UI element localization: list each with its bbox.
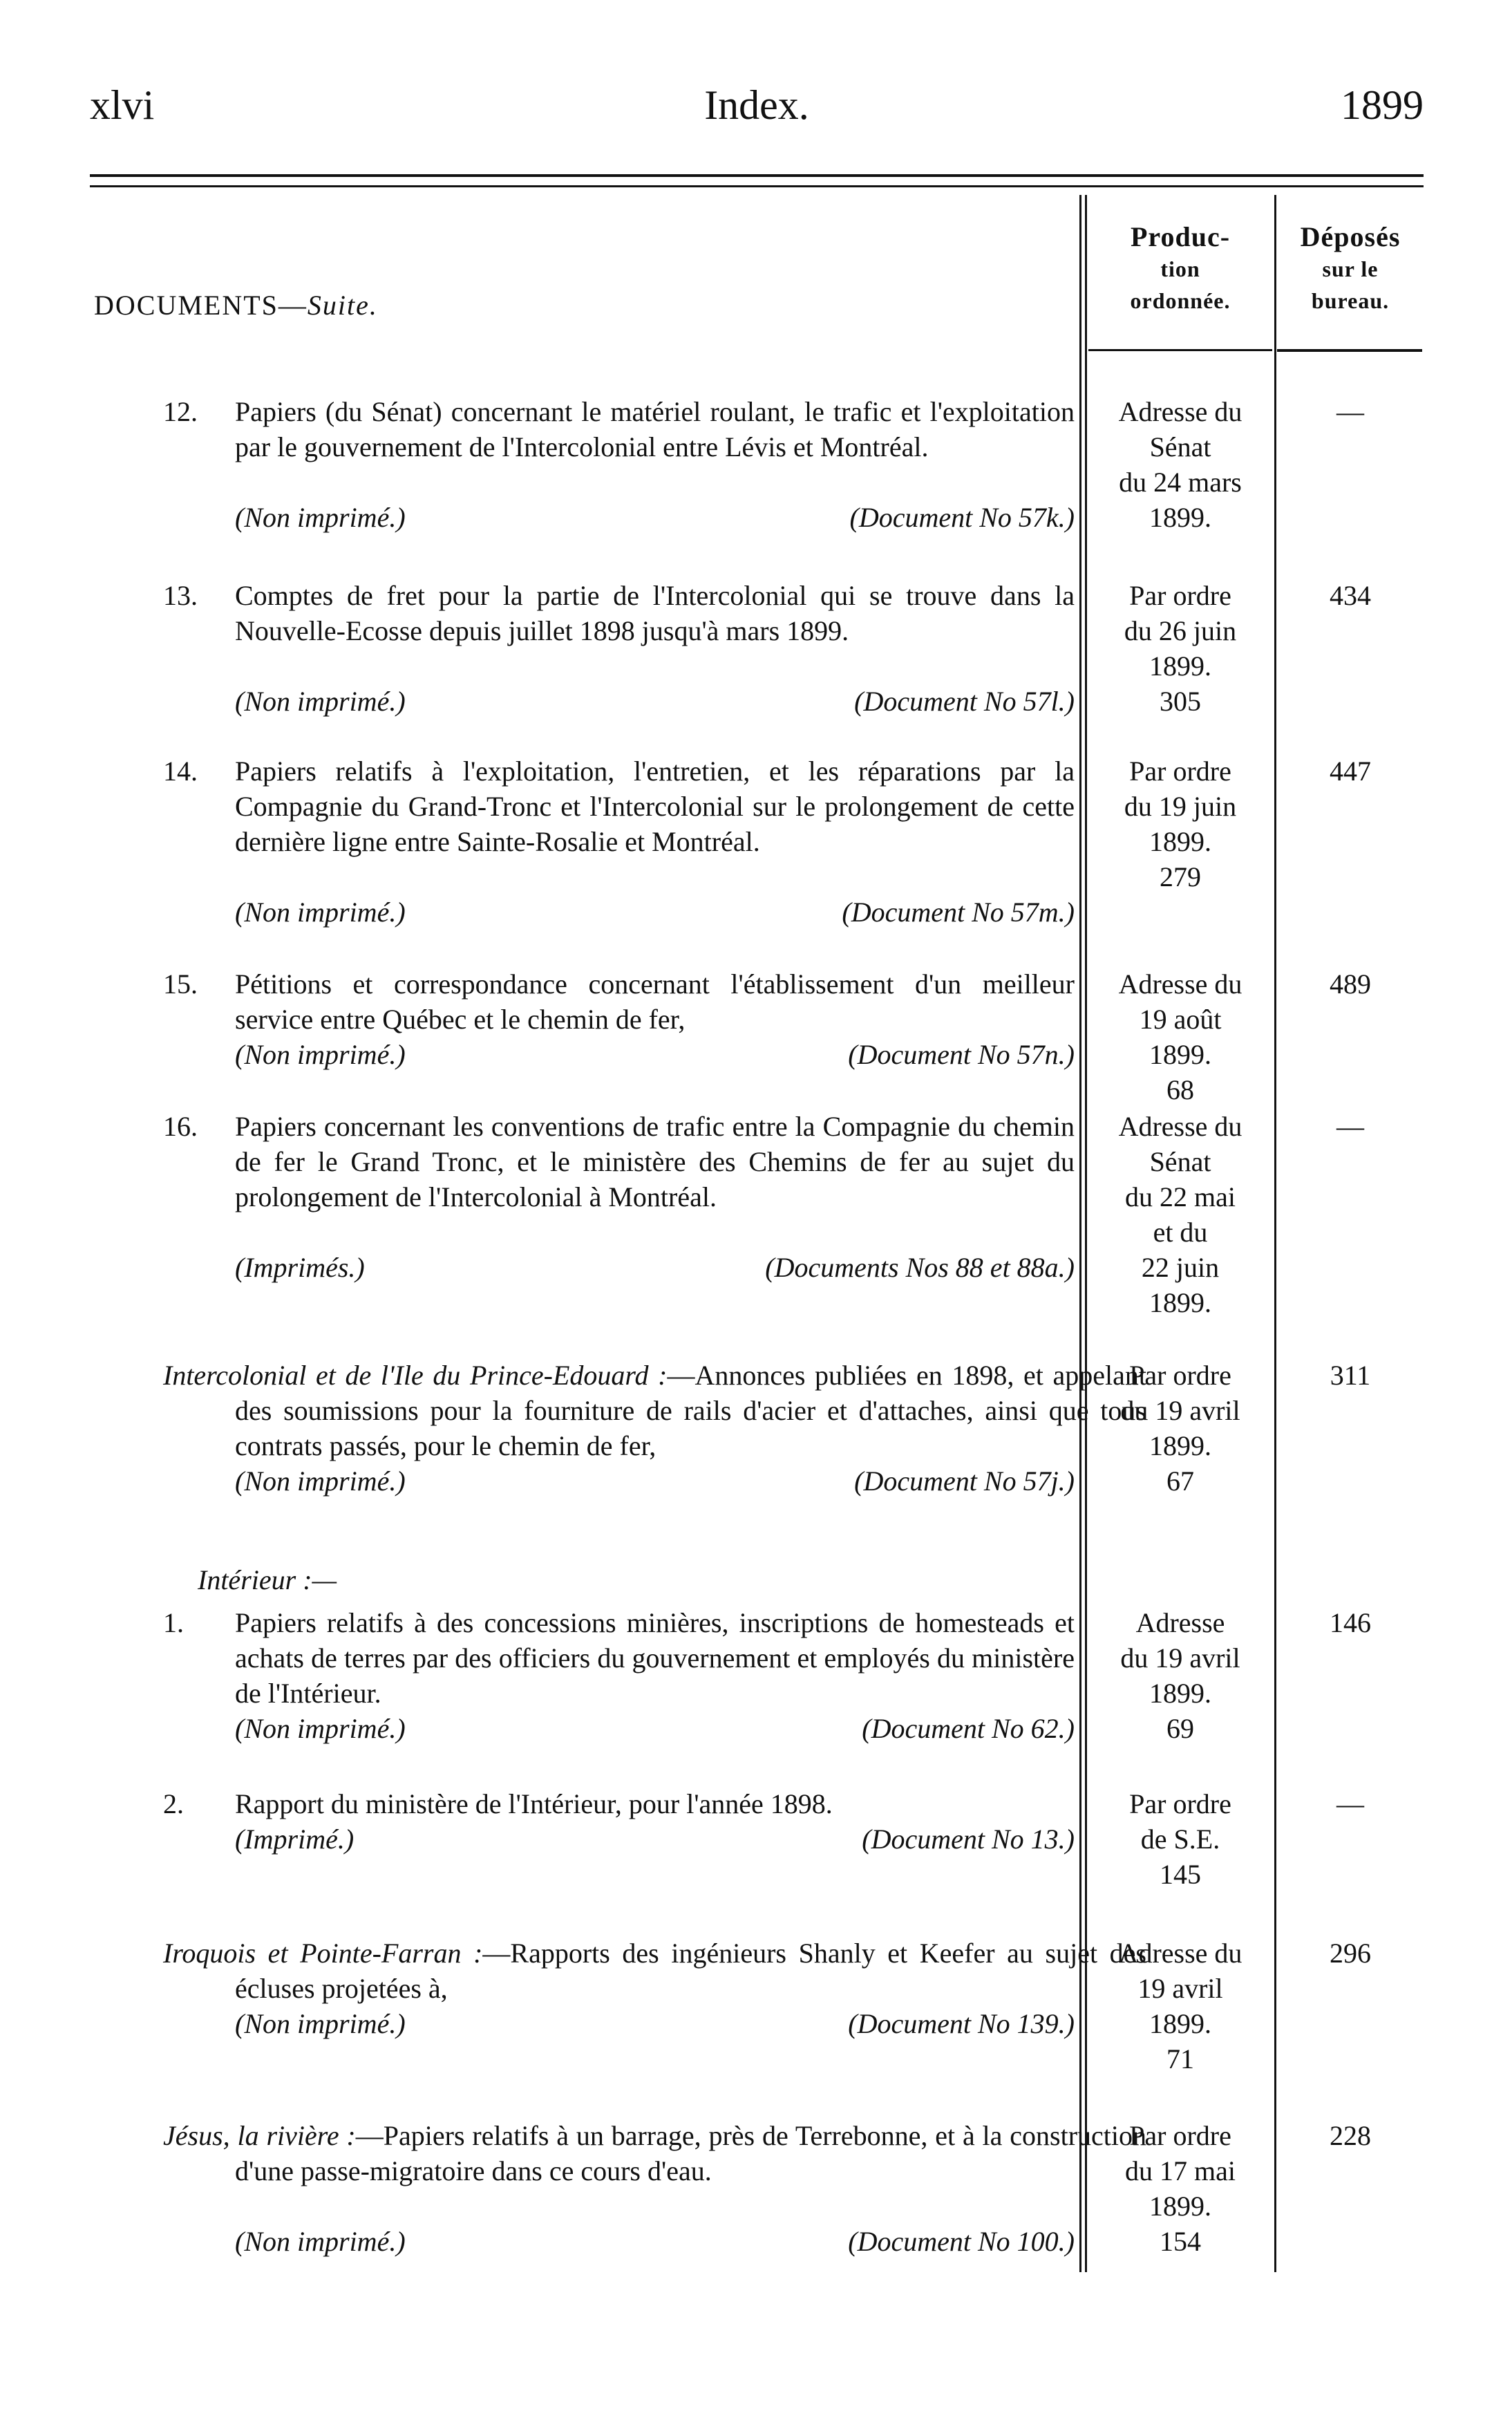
column-head-production — [1088, 221, 1272, 317]
entry-text: Papiers concernant les conventions de trafic entre la Compagnie du chemin de fer le Grand Tronc, et le ministère des Chemins de fer au sujet du prolongement de l'Intercolonial à Montréal. — [235, 1111, 1075, 1212]
entry-number: 15. — [163, 968, 198, 1000]
deposes-value: 489 — [1330, 968, 1371, 1000]
production-line: 67 — [1166, 1465, 1194, 1497]
entry-status: (Non imprimé.) — [235, 1713, 406, 1744]
header-rule-thin — [90, 185, 1424, 187]
column-head-rule — [1277, 349, 1422, 352]
column-head-line: tion — [1160, 256, 1200, 281]
production-line: 1899. — [1149, 502, 1211, 533]
production-line: 1899. — [1149, 1287, 1211, 1318]
production-line: et du — [1153, 1217, 1208, 1248]
running-head — [90, 82, 1424, 144]
header-rule-thick — [90, 174, 1424, 177]
deposes-value: 228 — [1330, 2120, 1371, 2151]
production-line: du 22 mai — [1125, 1181, 1236, 1212]
page-numeral: xlvi — [90, 82, 155, 128]
deposes-value: 434 — [1330, 580, 1371, 611]
column-head-line: Déposés — [1300, 221, 1401, 252]
production-line: Par ordre — [1129, 580, 1231, 611]
entry-text: Papiers (du Sénat) concernant le matériel roulant, le trafic et l'exploitation par le gouvernement de l'Intercolonial entre Lévis et Montréal. — [235, 396, 1075, 462]
production-line: du 19 avril — [1120, 1642, 1240, 1674]
entry-document: (Document No 139.) — [848, 2008, 1075, 2039]
production-line: 1899. — [1149, 1678, 1211, 1709]
entry-status: (Non imprimé.) — [235, 1039, 406, 1070]
production-line: 71 — [1166, 2043, 1194, 2074]
entry-document: (Document No 100.) — [848, 2226, 1075, 2257]
entry-number: 14. — [163, 756, 198, 787]
production-line: du 26 juin — [1124, 615, 1237, 646]
production-line: 69 — [1166, 1713, 1194, 1744]
entry-number: 1. — [163, 1607, 184, 1638]
production-line: Par ordre — [1129, 756, 1231, 787]
entry-text — [163, 1936, 1146, 2006]
production-line: Sénat — [1149, 1146, 1211, 1177]
deposes-value: 447 — [1330, 756, 1371, 787]
heading-title: Iroquois et Pointe-Farran : — [163, 1938, 483, 1969]
column-divider — [1274, 195, 1276, 2272]
entry-status: (Non imprimé.) — [235, 686, 406, 717]
production-line: Adresse du — [1118, 968, 1242, 1000]
entry-number: 16. — [163, 1111, 198, 1142]
production-line: Sénat — [1149, 431, 1211, 462]
column-head-line: ordonnée. — [1130, 288, 1231, 313]
production-line: de S.E. — [1140, 1824, 1220, 1855]
entry-document: (Document No 57l.) — [854, 686, 1075, 717]
entry-number: 13. — [163, 580, 198, 611]
entry-document: (Document No 13.) — [862, 1824, 1075, 1855]
column-head-rule — [1088, 349, 1272, 351]
deposes-value: 296 — [1330, 1938, 1371, 1969]
entry-number: 2. — [163, 1788, 184, 1819]
production-line: 1899. — [1149, 2191, 1211, 2222]
production-line: 22 juin — [1141, 1252, 1220, 1283]
production-line: 1899. — [1149, 826, 1211, 857]
entry-status: (Non imprimé.) — [235, 1465, 406, 1497]
entry-document: (Document No 57k.) — [849, 502, 1075, 533]
heading-text: —Annonces publiées en 1898, et appelant des soumissions pour la fourniture de rails d'acier et d'attaches, ainsi que tous contrats passés, pour le chemin de fer, — [235, 1360, 1146, 1461]
page-year: 1899 — [1341, 82, 1424, 128]
column-head-deposes — [1277, 221, 1424, 317]
production-line: du 17 mai — [1125, 2155, 1236, 2186]
production-line: 154 — [1160, 2226, 1201, 2257]
production-line: 19 août — [1139, 1004, 1222, 1035]
production-line: Adresse du — [1118, 1938, 1242, 1969]
entry-text: Rapport du ministère de l'Intérieur, pour l'année 1898. — [235, 1788, 833, 1819]
production-line: 68 — [1166, 1074, 1194, 1105]
heading-text: —Rapports des ingénieurs Shanly et Keefer au sujet des écluses projetées à, — [235, 1938, 1146, 2004]
entry-status: (Non imprimé.) — [235, 2226, 406, 2257]
entry-document: (Documents Nos 88 et 88a.) — [765, 1252, 1075, 1283]
entry-text: Comptes de fret pour la partie de l'Intercolonial qui se trouve dans la Nouvelle-Ecosse depuis juillet 1898 jusqu'à mars 1899. — [235, 580, 1075, 646]
deposes-value: 311 — [1330, 1360, 1371, 1391]
production-line: 305 — [1160, 686, 1201, 717]
production-line: Par ordre — [1129, 1788, 1231, 1819]
section-label — [94, 289, 378, 321]
heading-text: —Papiers relatifs à un barrage, près de Terrebonne, et à la construction d'une passe-migratoire dans ce cours d'eau. — [235, 2120, 1146, 2186]
entry-text: Pétitions et correspondance concernant l'établissement d'un meilleur service entre Québec et le chemin de fer, — [235, 968, 1075, 1035]
production-line: 145 — [1160, 1859, 1201, 1890]
entry-status: (Non imprimé.) — [235, 897, 406, 928]
column-head-line: sur le — [1322, 256, 1379, 281]
entry-text: Papiers relatifs à des concessions minières, inscriptions de homesteads et achats de terres par des officiers du gouvernement et employés du ministère de l'Intérieur. — [235, 1607, 1075, 1709]
production-line: 1899. — [1149, 1430, 1211, 1461]
section-suite: Suite. — [307, 290, 378, 321]
production-line: Par ordre — [1129, 1360, 1231, 1391]
deposes-value: 146 — [1330, 1607, 1371, 1638]
production-line: 1899. — [1149, 1039, 1211, 1070]
entry-status: (Non imprimé.) — [235, 2008, 406, 2039]
page-title: Index. — [704, 82, 809, 128]
column-head-line: bureau. — [1311, 288, 1390, 313]
entry-status: (Imprimé.) — [235, 1824, 355, 1855]
production-line: du 24 mars — [1119, 467, 1242, 498]
entry-text — [163, 1358, 1146, 1463]
deposes-value: — — [1336, 1111, 1364, 1142]
production-line: 279 — [1160, 861, 1201, 892]
entry-text: Papiers relatifs à l'exploitation, l'entretien, et les réparations par la Compagnie du Grand-Tronc et l'Intercolonial sur le prolongement de cette dernière ligne entre Sainte-Rosalie et Montréal. — [235, 756, 1075, 857]
entry-text — [163, 2118, 1146, 2189]
deposes-value: — — [1336, 396, 1364, 427]
entry-status: (Imprimés.) — [235, 1252, 365, 1283]
entry-document: (Document No 57n.) — [848, 1039, 1075, 1070]
production-line: Adresse du — [1118, 396, 1242, 427]
heading-title: Intercolonial et de l'Ile du Prince-Edouard : — [163, 1360, 668, 1391]
entry-document: (Document No 57j.) — [854, 1465, 1075, 1497]
production-line: Adresse du — [1118, 1111, 1242, 1142]
entry-document: (Document No 62.) — [862, 1713, 1075, 1744]
entry-status: (Non imprimé.) — [235, 502, 406, 533]
deposes-value: — — [1336, 1788, 1364, 1819]
production-line: 1899. — [1149, 2008, 1211, 2039]
production-line: du 19 juin — [1124, 791, 1237, 822]
production-line: 19 avril — [1137, 1973, 1223, 2004]
section-label-text: DOCUMENTS— — [94, 290, 308, 321]
entry-number: 12. — [163, 396, 198, 427]
production-line: du 19 avril — [1120, 1395, 1240, 1426]
production-line: Adresse — [1135, 1607, 1225, 1638]
column-head-line: Produc- — [1130, 221, 1231, 252]
production-line: 1899. — [1149, 650, 1211, 682]
production-line: Par ordre — [1129, 2120, 1231, 2151]
entry-document: (Document No 57m.) — [842, 897, 1075, 928]
group-title: Intérieur :— — [198, 1564, 337, 1595]
heading-title: Jésus, la rivière : — [163, 2120, 356, 2151]
